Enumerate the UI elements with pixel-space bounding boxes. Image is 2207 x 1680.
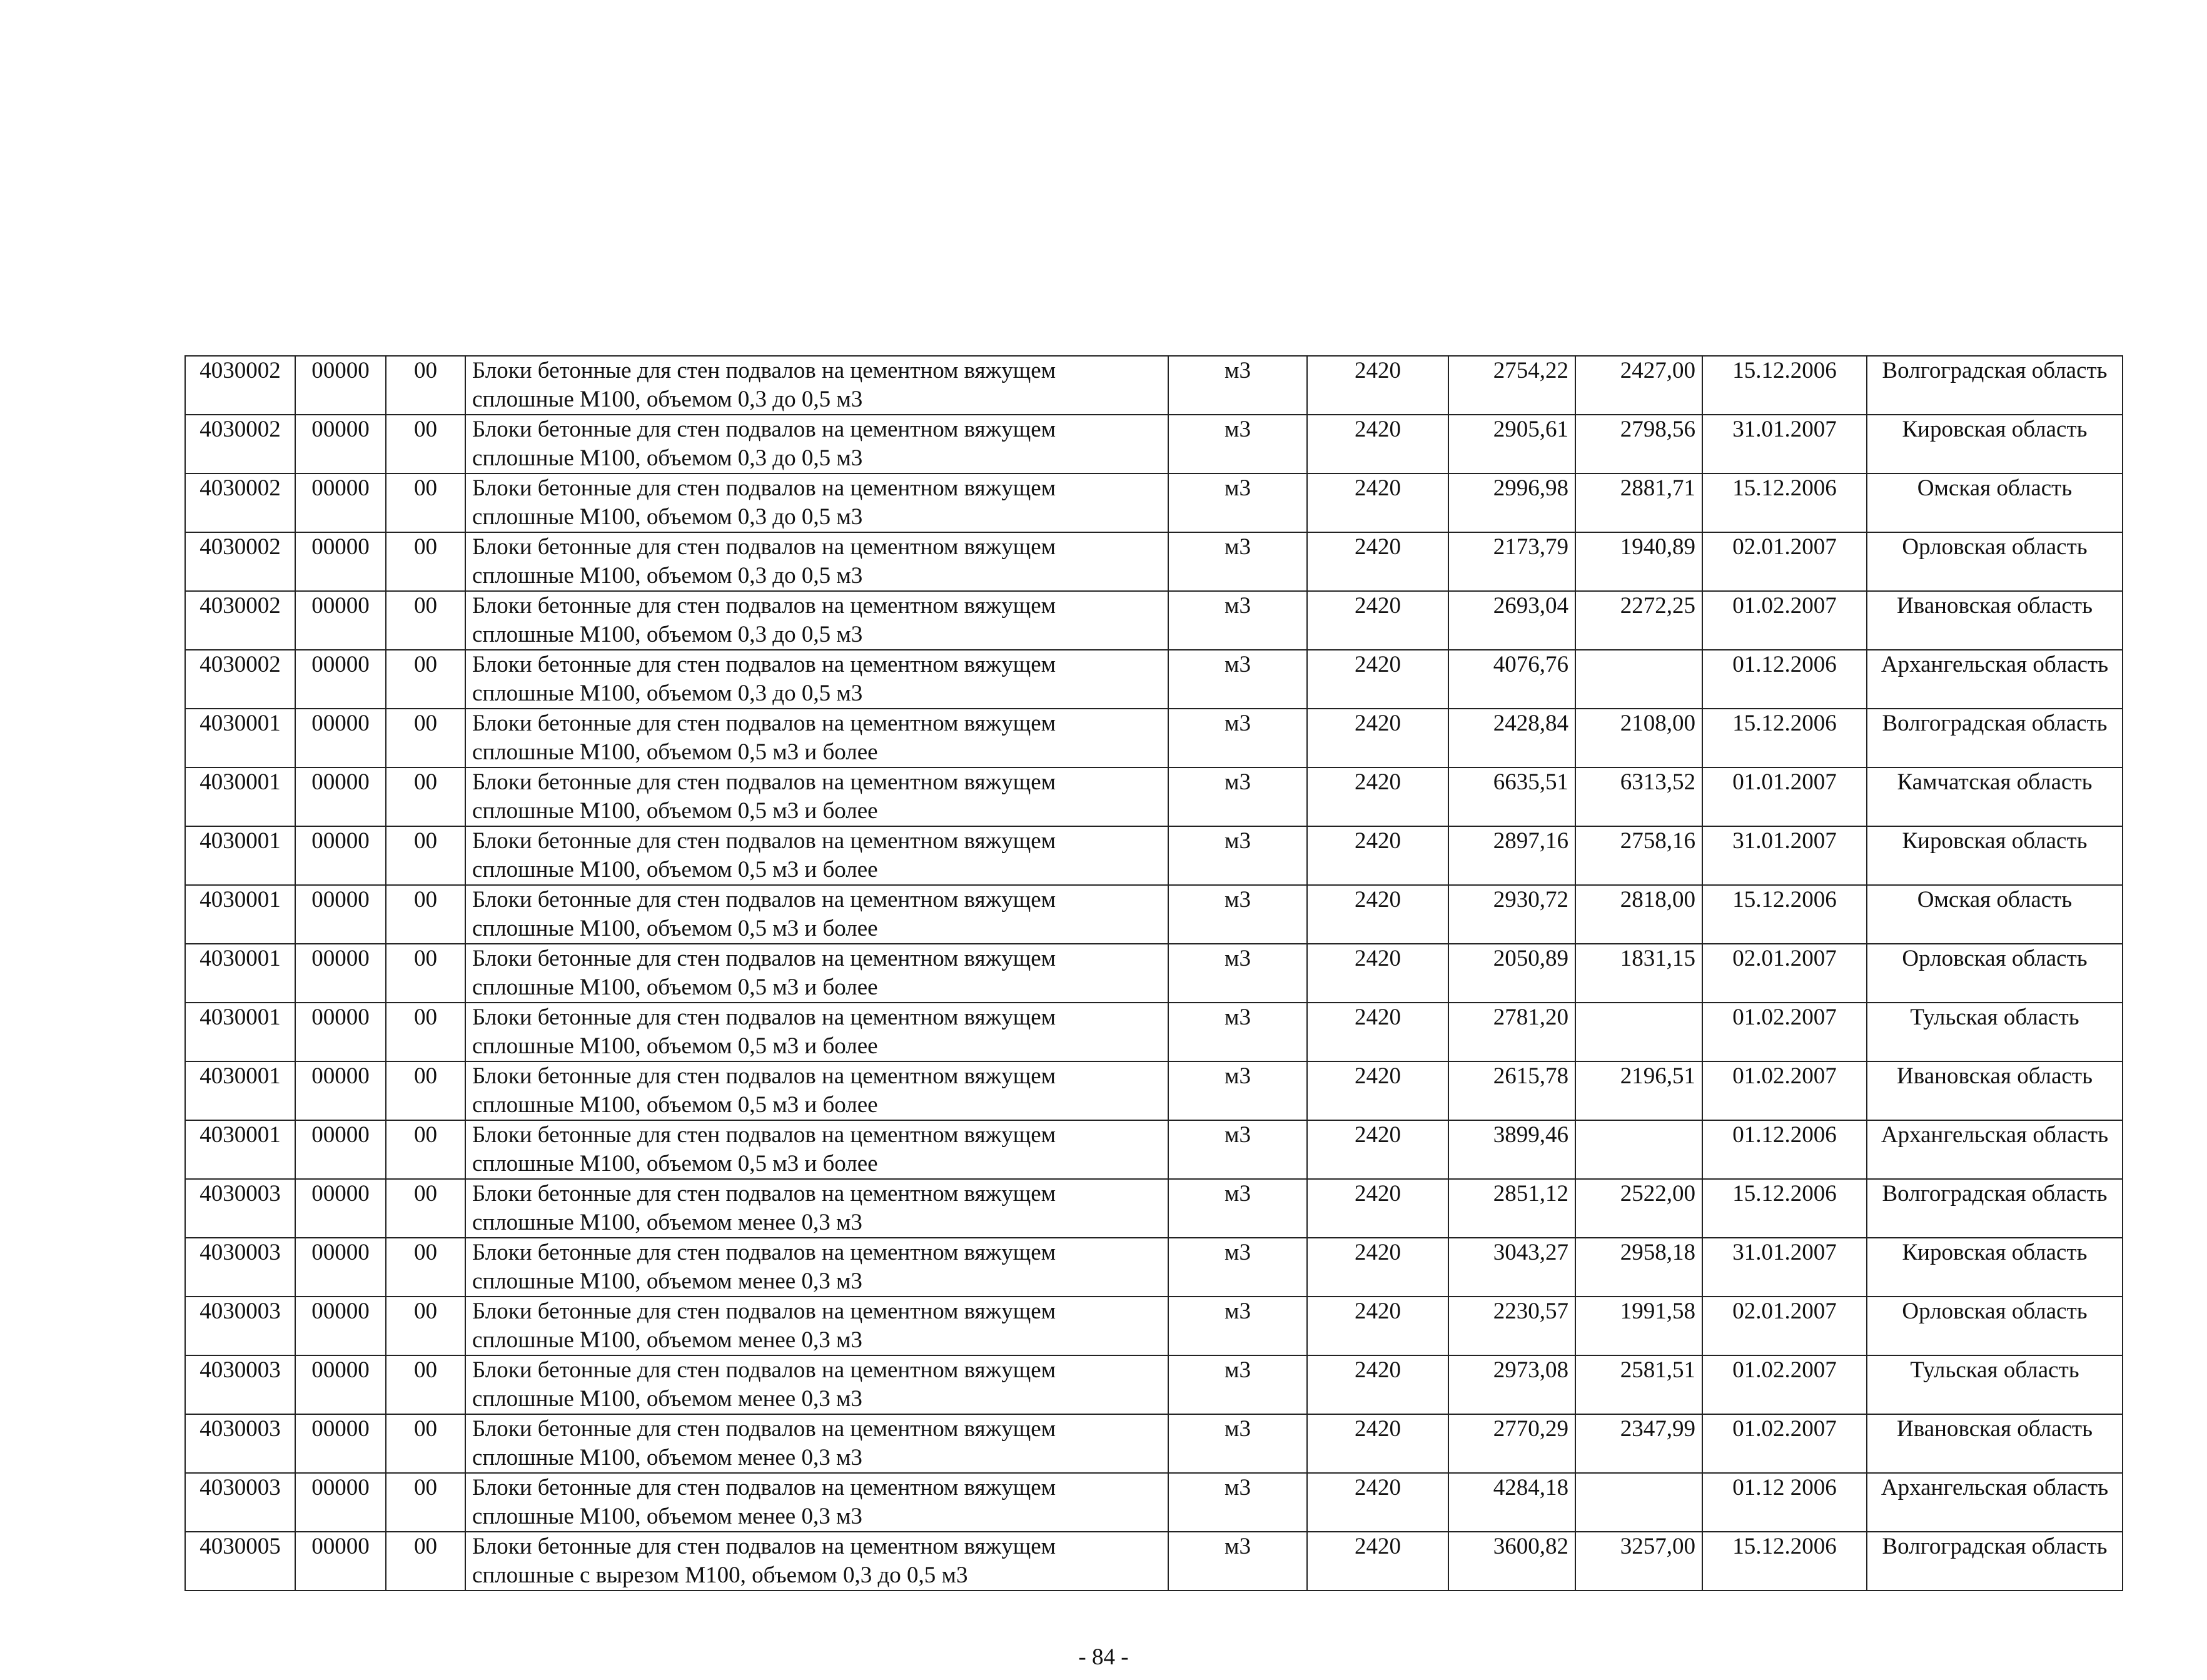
- cell-code: 4030002: [185, 356, 295, 415]
- cell-price-excl: 2272,25: [1575, 591, 1702, 650]
- cell-unit: м3: [1168, 1179, 1307, 1238]
- cell-subcode: 00000: [295, 532, 386, 591]
- cell-okp: 2420: [1307, 356, 1448, 415]
- cell-unit: м3: [1168, 1532, 1307, 1591]
- cell-price: 2173,79: [1448, 532, 1575, 591]
- cell-extension: 00: [386, 591, 465, 650]
- cell-date: 01.12.2006: [1702, 650, 1867, 709]
- cell-price: 2781,20: [1448, 1003, 1575, 1061]
- cell-price: 2693,04: [1448, 591, 1575, 650]
- cell-unit: м3: [1168, 1003, 1307, 1061]
- cell-extension: 00: [386, 1297, 465, 1355]
- cell-unit: м3: [1168, 415, 1307, 473]
- cell-region: Волгоградская область: [1867, 1532, 2123, 1591]
- cell-unit: м3: [1168, 356, 1307, 415]
- table-row: [185, 1355, 2123, 1414]
- table-row: [185, 1179, 2123, 1238]
- cell-okp: 2420: [1307, 415, 1448, 473]
- cell-date: 15.12.2006: [1702, 709, 1867, 767]
- cell-price: 3899,46: [1448, 1120, 1575, 1179]
- cell-extension: 00: [386, 944, 465, 1003]
- cell-date: 01.02.2007: [1702, 1414, 1867, 1473]
- cell-date: 01.02.2007: [1702, 591, 1867, 650]
- cell-date: 15.12.2006: [1702, 1179, 1867, 1238]
- cell-material-name: Блоки бетонные для стен подвалов на цементном вяжущем сплошные М100, объемом менее 0,3 м3: [465, 1355, 1168, 1414]
- cell-okp: 2420: [1307, 1120, 1448, 1179]
- cell-material-name: Блоки бетонные для стен подвалов на цементном вяжущем сплошные М100, объемом менее 0,3 м3: [465, 1473, 1168, 1532]
- cell-okp: 2420: [1307, 1297, 1448, 1355]
- cell-price: 2930,72: [1448, 885, 1575, 944]
- cell-material-name: Блоки бетонные для стен подвалов на цементном вяжущем сплошные с вырезом М100, объемом 0,3 до 0,5 м3: [465, 1532, 1168, 1591]
- price-table: [184, 355, 2123, 1591]
- cell-subcode: 00000: [295, 1120, 386, 1179]
- cell-date: 15.12.2006: [1702, 356, 1867, 415]
- cell-price-excl: 2108,00: [1575, 709, 1702, 767]
- cell-extension: 00: [386, 1355, 465, 1414]
- cell-price: 2615,78: [1448, 1061, 1575, 1120]
- cell-region: Ивановская область: [1867, 1061, 2123, 1120]
- cell-date: 01.12.2006: [1702, 1120, 1867, 1179]
- cell-price: 3600,82: [1448, 1532, 1575, 1591]
- cell-region: Омская область: [1867, 885, 2123, 944]
- cell-date: 15.12.2006: [1702, 473, 1867, 532]
- cell-material-name: Блоки бетонные для стен подвалов на цементном вяжущем сплошные М100, объемом 0,5 м3 и более: [465, 885, 1168, 944]
- cell-region: Тульская область: [1867, 1355, 2123, 1414]
- cell-code: 4030001: [185, 767, 295, 826]
- cell-okp: 2420: [1307, 1473, 1448, 1532]
- cell-unit: м3: [1168, 591, 1307, 650]
- cell-price-excl: 2881,71: [1575, 473, 1702, 532]
- cell-code: 4030001: [185, 885, 295, 944]
- cell-subcode: 00000: [295, 1532, 386, 1591]
- cell-code: 4030003: [185, 1414, 295, 1473]
- table-row: [185, 1414, 2123, 1473]
- cell-code: 4030002: [185, 650, 295, 709]
- cell-okp: 2420: [1307, 1179, 1448, 1238]
- cell-material-name: Блоки бетонные для стен подвалов на цементном вяжущем сплошные М100, объемом 0,5 м3 и более: [465, 1061, 1168, 1120]
- cell-code: 4030005: [185, 1532, 295, 1591]
- cell-unit: м3: [1168, 1297, 1307, 1355]
- cell-material-name: Блоки бетонные для стен подвалов на цементном вяжущем сплошные М100, объемом 0,3 до 0,5 м3: [465, 415, 1168, 473]
- cell-region: Омская область: [1867, 473, 2123, 532]
- cell-region: Архангельская область: [1867, 1473, 2123, 1532]
- cell-okp: 2420: [1307, 1238, 1448, 1297]
- cell-region: Орловская область: [1867, 532, 2123, 591]
- cell-subcode: 00000: [295, 591, 386, 650]
- table-row: [185, 885, 2123, 944]
- cell-code: 4030002: [185, 591, 295, 650]
- cell-date: 02.01.2007: [1702, 532, 1867, 591]
- table-body: [185, 356, 2123, 1591]
- cell-unit: м3: [1168, 650, 1307, 709]
- cell-code: 4030003: [185, 1473, 295, 1532]
- cell-region: Ивановская область: [1867, 591, 2123, 650]
- cell-price: 6635,51: [1448, 767, 1575, 826]
- cell-subcode: 00000: [295, 826, 386, 885]
- cell-price: 2428,84: [1448, 709, 1575, 767]
- cell-subcode: 00000: [295, 1238, 386, 1297]
- cell-code: 4030001: [185, 944, 295, 1003]
- cell-date: 15.12.2006: [1702, 1532, 1867, 1591]
- cell-okp: 2420: [1307, 650, 1448, 709]
- cell-region: Кировская область: [1867, 826, 2123, 885]
- cell-subcode: 00000: [295, 885, 386, 944]
- cell-region: Волгоградская область: [1867, 1179, 2123, 1238]
- cell-price-excl: 1940,89: [1575, 532, 1702, 591]
- cell-region: Волгоградская область: [1867, 356, 2123, 415]
- cell-unit: м3: [1168, 1414, 1307, 1473]
- cell-subcode: 00000: [295, 1003, 386, 1061]
- cell-material-name: Блоки бетонные для стен подвалов на цементном вяжущем сплошные М100, объемом менее 0,3 м3: [465, 1297, 1168, 1355]
- cell-okp: 2420: [1307, 767, 1448, 826]
- cell-price-excl: 2818,00: [1575, 885, 1702, 944]
- cell-date: 01.02.2007: [1702, 1355, 1867, 1414]
- cell-extension: 00: [386, 1179, 465, 1238]
- cell-extension: 00: [386, 356, 465, 415]
- cell-price-excl: 3257,00: [1575, 1532, 1702, 1591]
- cell-material-name: Блоки бетонные для стен подвалов на цементном вяжущем сплошные М100, объемом 0,5 м3 и более: [465, 1003, 1168, 1061]
- cell-material-name: Блоки бетонные для стен подвалов на цементном вяжущем сплошные М100, объемом 0,3 до 0,5 м3: [465, 356, 1168, 415]
- cell-subcode: 00000: [295, 709, 386, 767]
- cell-code: 4030002: [185, 415, 295, 473]
- cell-date: 15.12.2006: [1702, 885, 1867, 944]
- cell-region: Волгоградская область: [1867, 709, 2123, 767]
- cell-price: 4284,18: [1448, 1473, 1575, 1532]
- cell-okp: 2420: [1307, 1414, 1448, 1473]
- page-number: - 84 -: [1078, 1644, 1129, 1670]
- cell-extension: 00: [386, 473, 465, 532]
- cell-region: Кировская область: [1867, 1238, 2123, 1297]
- cell-date: 31.01.2007: [1702, 826, 1867, 885]
- cell-code: 4030001: [185, 1120, 295, 1179]
- cell-price: 2770,29: [1448, 1414, 1575, 1473]
- cell-unit: м3: [1168, 885, 1307, 944]
- table-row: [185, 1473, 2123, 1532]
- cell-date: 01.01.2007: [1702, 767, 1867, 826]
- table-row: [185, 1120, 2123, 1179]
- cell-code: 4030002: [185, 532, 295, 591]
- table-row: [185, 1297, 2123, 1355]
- cell-price-excl: 2522,00: [1575, 1179, 1702, 1238]
- cell-region: Ивановская область: [1867, 1414, 2123, 1473]
- cell-price-excl: [1575, 1003, 1702, 1061]
- cell-date: 31.01.2007: [1702, 415, 1867, 473]
- cell-code: 4030001: [185, 826, 295, 885]
- cell-material-name: Блоки бетонные для стен подвалов на цементном вяжущем сплошные М100, объемом 0,5 м3 и более: [465, 709, 1168, 767]
- cell-subcode: 00000: [295, 1355, 386, 1414]
- cell-unit: м3: [1168, 1355, 1307, 1414]
- cell-price-excl: 6313,52: [1575, 767, 1702, 826]
- cell-unit: м3: [1168, 1473, 1307, 1532]
- cell-unit: м3: [1168, 1061, 1307, 1120]
- cell-material-name: Блоки бетонные для стен подвалов на цементном вяжущем сплошные М100, объемом менее 0,3 м3: [465, 1238, 1168, 1297]
- cell-price: 3043,27: [1448, 1238, 1575, 1297]
- cell-subcode: 00000: [295, 356, 386, 415]
- cell-subcode: 00000: [295, 650, 386, 709]
- table-row: [185, 473, 2123, 532]
- cell-okp: 2420: [1307, 1061, 1448, 1120]
- cell-subcode: 00000: [295, 1061, 386, 1120]
- cell-region: Камчатская область: [1867, 767, 2123, 826]
- table-row: [185, 1532, 2123, 1591]
- cell-extension: 00: [386, 650, 465, 709]
- table-row: [185, 415, 2123, 473]
- cell-price-excl: [1575, 650, 1702, 709]
- cell-subcode: 00000: [295, 1414, 386, 1473]
- table-row: [185, 356, 2123, 415]
- table-row: [185, 1003, 2123, 1061]
- cell-material-name: Блоки бетонные для стен подвалов на цементном вяжущем сплошные М100, объемом менее 0,3 м3: [465, 1179, 1168, 1238]
- cell-price: 2905,61: [1448, 415, 1575, 473]
- cell-extension: 00: [386, 1532, 465, 1591]
- cell-material-name: Блоки бетонные для стен подвалов на цементном вяжущем сплошные М100, объемом 0,3 до 0,5 м3: [465, 473, 1168, 532]
- cell-okp: 2420: [1307, 944, 1448, 1003]
- cell-region: Орловская область: [1867, 1297, 2123, 1355]
- cell-subcode: 00000: [295, 1179, 386, 1238]
- cell-material-name: Блоки бетонные для стен подвалов на цементном вяжущем сплошные М100, объемом 0,5 м3 и более: [465, 826, 1168, 885]
- cell-subcode: 00000: [295, 1473, 386, 1532]
- cell-date: 31.01.2007: [1702, 1238, 1867, 1297]
- table-row: [185, 1061, 2123, 1120]
- cell-code: 4030001: [185, 709, 295, 767]
- cell-okp: 2420: [1307, 826, 1448, 885]
- cell-date: 02.01.2007: [1702, 1297, 1867, 1355]
- table-row: [185, 591, 2123, 650]
- cell-okp: 2420: [1307, 709, 1448, 767]
- cell-price-excl: [1575, 1120, 1702, 1179]
- cell-price: 4076,76: [1448, 650, 1575, 709]
- cell-price: 2973,08: [1448, 1355, 1575, 1414]
- cell-price: 2754,22: [1448, 356, 1575, 415]
- cell-extension: 00: [386, 532, 465, 591]
- cell-code: 4030002: [185, 473, 295, 532]
- cell-unit: м3: [1168, 944, 1307, 1003]
- cell-material-name: Блоки бетонные для стен подвалов на цементном вяжущем сплошные М100, объемом 0,5 м3 и более: [465, 767, 1168, 826]
- cell-material-name: Блоки бетонные для стен подвалов на цементном вяжущем сплошные М100, объемом 0,5 м3 и более: [465, 944, 1168, 1003]
- cell-price: 2996,98: [1448, 473, 1575, 532]
- cell-extension: 00: [386, 767, 465, 826]
- cell-region: Архангельская область: [1867, 650, 2123, 709]
- cell-unit: м3: [1168, 532, 1307, 591]
- cell-code: 4030003: [185, 1297, 295, 1355]
- cell-material-name: Блоки бетонные для стен подвалов на цементном вяжущем сплошные М100, объемом 0,3 до 0,5 м3: [465, 650, 1168, 709]
- cell-price-excl: 2581,51: [1575, 1355, 1702, 1414]
- cell-price: 2230,57: [1448, 1297, 1575, 1355]
- table-row: [185, 532, 2123, 591]
- cell-price-excl: 2196,51: [1575, 1061, 1702, 1120]
- cell-code: 4030003: [185, 1355, 295, 1414]
- cell-date: 01.02.2007: [1702, 1003, 1867, 1061]
- cell-unit: м3: [1168, 473, 1307, 532]
- cell-extension: 00: [386, 1473, 465, 1532]
- cell-okp: 2420: [1307, 1003, 1448, 1061]
- table-row: [185, 709, 2123, 767]
- cell-extension: 00: [386, 1061, 465, 1120]
- cell-unit: м3: [1168, 1120, 1307, 1179]
- cell-material-name: Блоки бетонные для стен подвалов на цементном вяжущем сплошные М100, объемом 0,3 до 0,5 м3: [465, 532, 1168, 591]
- table-row: [185, 650, 2123, 709]
- cell-price-excl: 2347,99: [1575, 1414, 1702, 1473]
- cell-subcode: 00000: [295, 1297, 386, 1355]
- cell-date: 01.12 2006: [1702, 1473, 1867, 1532]
- cell-extension: 00: [386, 1003, 465, 1061]
- cell-extension: 00: [386, 709, 465, 767]
- cell-unit: м3: [1168, 767, 1307, 826]
- cell-price-excl: 1831,15: [1575, 944, 1702, 1003]
- cell-material-name: Блоки бетонные для стен подвалов на цементном вяжущем сплошные М100, объемом 0,3 до 0,5 м3: [465, 591, 1168, 650]
- cell-price: 2851,12: [1448, 1179, 1575, 1238]
- table-row: [185, 944, 2123, 1003]
- cell-subcode: 00000: [295, 415, 386, 473]
- cell-code: 4030003: [185, 1238, 295, 1297]
- cell-extension: 00: [386, 1238, 465, 1297]
- cell-extension: 00: [386, 1414, 465, 1473]
- cell-okp: 2420: [1307, 591, 1448, 650]
- cell-price: 2050,89: [1448, 944, 1575, 1003]
- cell-price-excl: 2958,18: [1575, 1238, 1702, 1297]
- cell-code: 4030001: [185, 1061, 295, 1120]
- cell-extension: 00: [386, 826, 465, 885]
- cell-price-excl: [1575, 1473, 1702, 1532]
- cell-code: 4030003: [185, 1179, 295, 1238]
- cell-unit: м3: [1168, 826, 1307, 885]
- cell-code: 4030001: [185, 1003, 295, 1061]
- cell-material-name: Блоки бетонные для стен подвалов на цементном вяжущем сплошные М100, объемом менее 0,3 м3: [465, 1414, 1168, 1473]
- table-row: [185, 1238, 2123, 1297]
- cell-price-excl: 2798,56: [1575, 415, 1702, 473]
- cell-region: Архангельская область: [1867, 1120, 2123, 1179]
- cell-price-excl: 2758,16: [1575, 826, 1702, 885]
- cell-okp: 2420: [1307, 1355, 1448, 1414]
- table-row: [185, 767, 2123, 826]
- cell-subcode: 00000: [295, 944, 386, 1003]
- cell-region: Кировская область: [1867, 415, 2123, 473]
- cell-date: 02.01.2007: [1702, 944, 1867, 1003]
- cell-region: Орловская область: [1867, 944, 2123, 1003]
- cell-subcode: 00000: [295, 767, 386, 826]
- cell-unit: м3: [1168, 709, 1307, 767]
- cell-extension: 00: [386, 415, 465, 473]
- cell-subcode: 00000: [295, 473, 386, 532]
- cell-price-excl: 1991,58: [1575, 1297, 1702, 1355]
- cell-okp: 2420: [1307, 532, 1448, 591]
- cell-unit: м3: [1168, 1238, 1307, 1297]
- cell-region: Тульская область: [1867, 1003, 2123, 1061]
- cell-okp: 2420: [1307, 473, 1448, 532]
- cell-date: 01.02.2007: [1702, 1061, 1867, 1120]
- cell-price: 2897,16: [1448, 826, 1575, 885]
- cell-extension: 00: [386, 885, 465, 944]
- cell-okp: 2420: [1307, 1532, 1448, 1591]
- cell-extension: 00: [386, 1120, 465, 1179]
- cell-okp: 2420: [1307, 885, 1448, 944]
- cell-price-excl: 2427,00: [1575, 356, 1702, 415]
- cell-material-name: Блоки бетонные для стен подвалов на цементном вяжущем сплошные М100, объемом 0,5 м3 и более: [465, 1120, 1168, 1179]
- table-row: [185, 826, 2123, 885]
